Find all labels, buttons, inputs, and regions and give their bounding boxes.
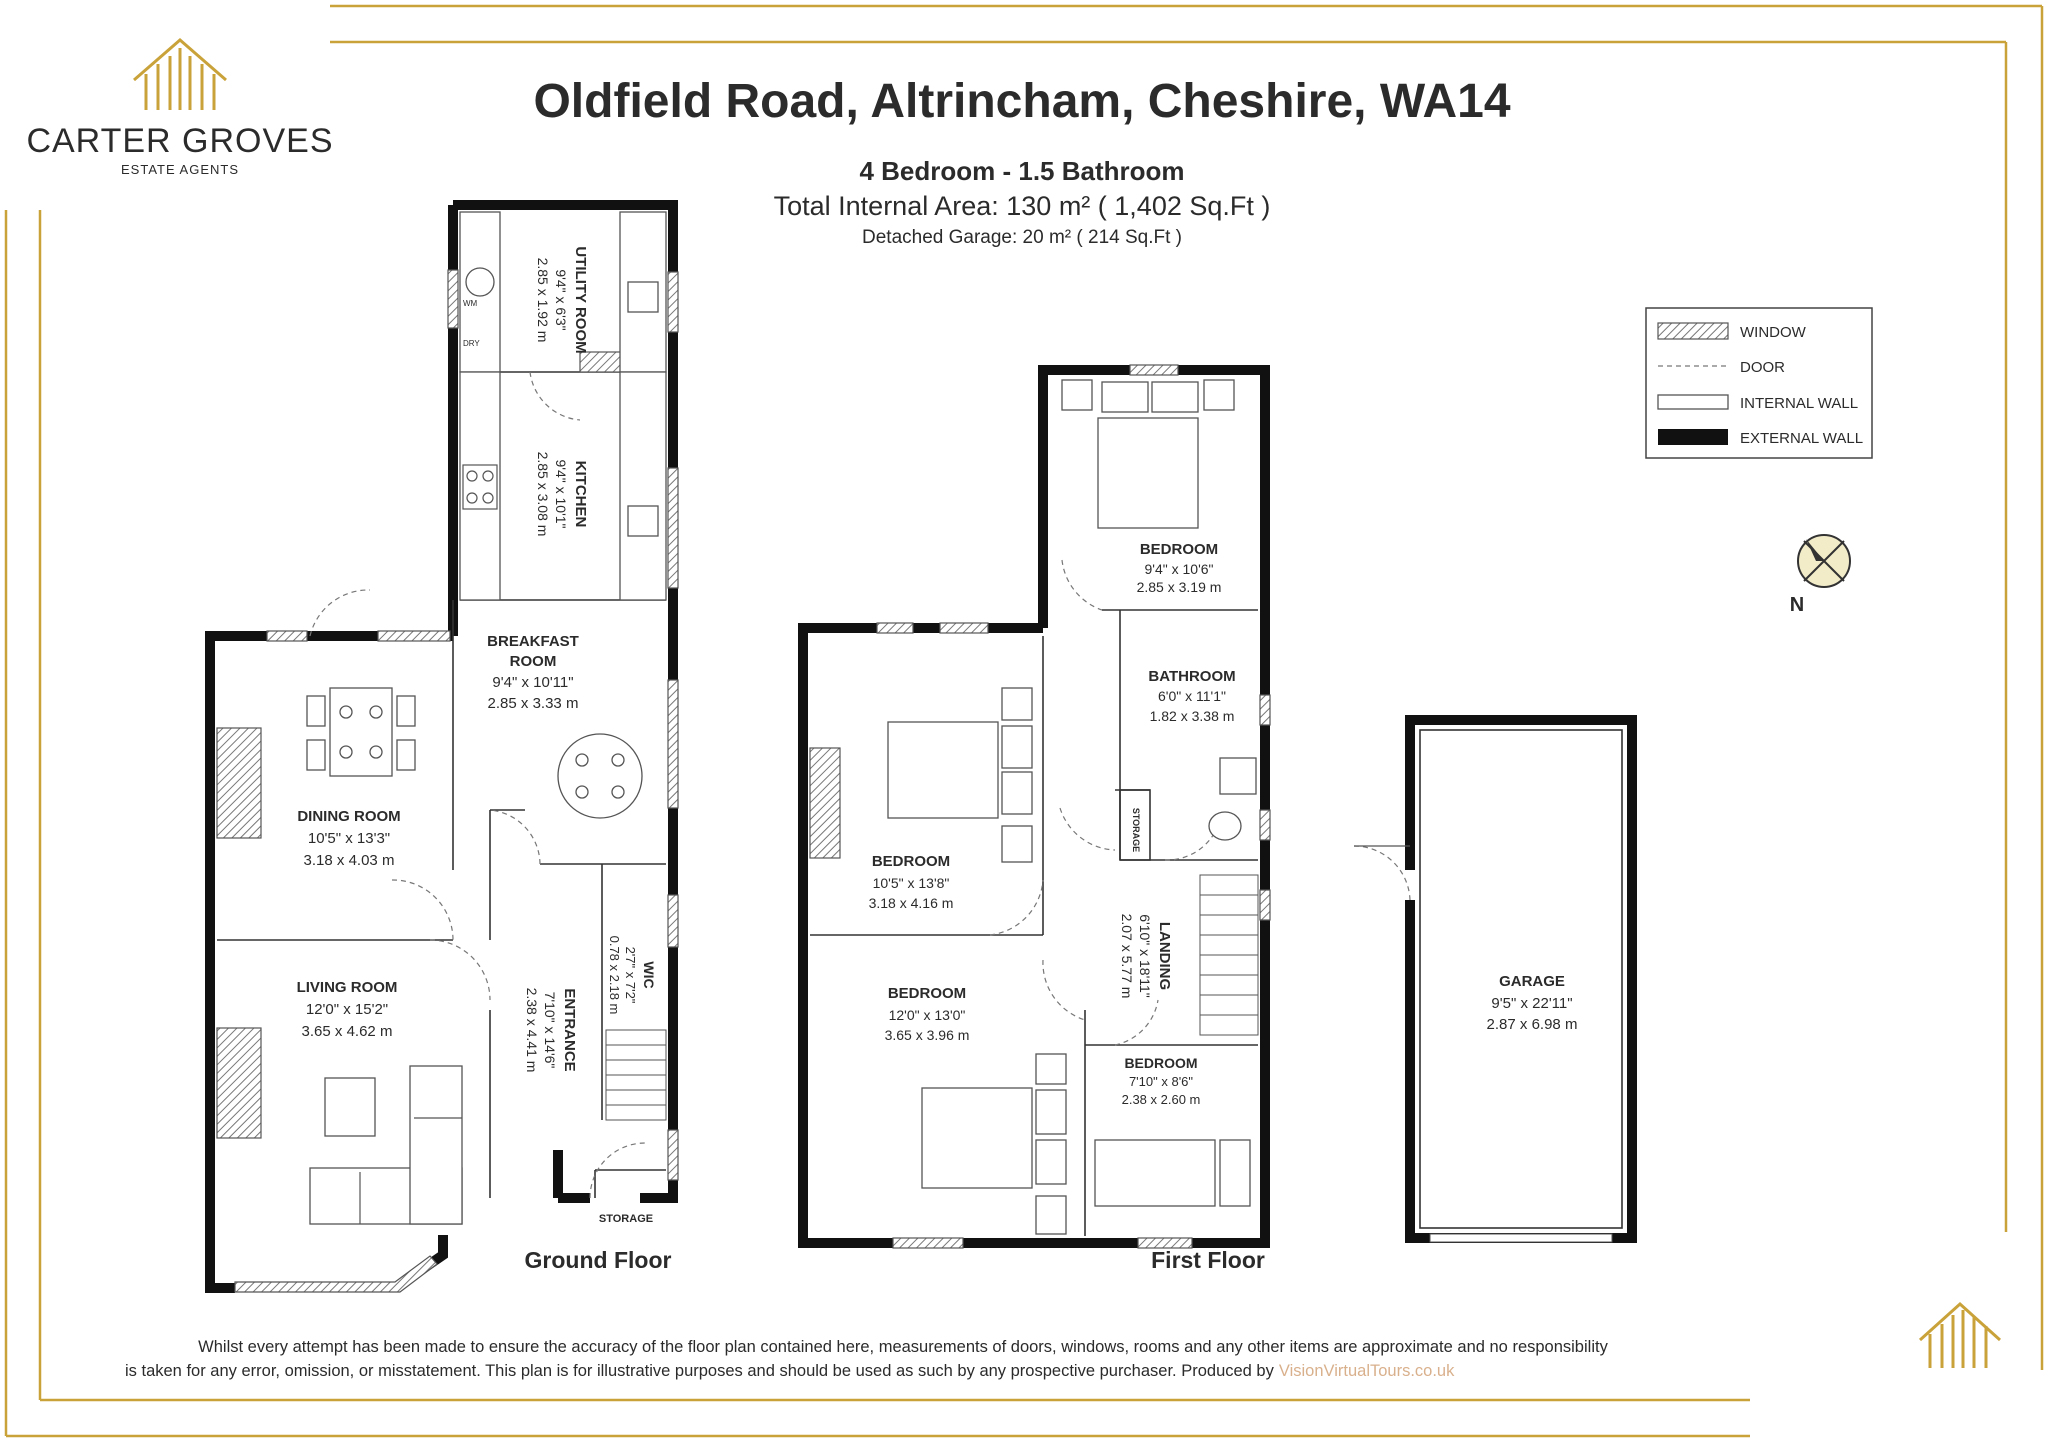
room-label-bedroom-small xyxy=(1122,1055,1201,1107)
door-swing xyxy=(490,810,540,864)
legend-label: EXTERNAL WALL xyxy=(1740,430,1864,447)
door-swing xyxy=(1043,960,1085,1020)
toilet-icon xyxy=(1209,812,1241,840)
window xyxy=(877,623,913,633)
room-label-bathroom xyxy=(1148,668,1235,724)
garage-area: Detached Garage: 20 m² ( 214 Sq.Ft ) xyxy=(862,227,1182,248)
room-name: ENTRANCE xyxy=(561,988,578,1072)
room-imperial: 10'5" x 13'3" xyxy=(307,830,391,847)
room-metric: 2.85 x 3.19 m xyxy=(1136,579,1222,595)
window xyxy=(668,680,678,808)
window xyxy=(448,270,458,328)
room-name: UTILITY ROOM xyxy=(572,246,589,354)
room-imperial: 9'4" x 10'6" xyxy=(1144,561,1214,577)
room-label-storage: STORAGE xyxy=(598,1213,654,1225)
bay-window xyxy=(235,1256,437,1292)
window-swatch-icon xyxy=(1658,323,1728,339)
room-imperial: 7'10" x 14'6" xyxy=(542,991,558,1069)
window xyxy=(267,631,307,641)
window xyxy=(668,895,678,947)
room-name: WIC xyxy=(641,961,657,989)
bed-icon xyxy=(1095,1140,1250,1206)
disclaimer-line-2 xyxy=(125,1362,1455,1380)
room-label-entrance xyxy=(524,988,578,1073)
room-imperial: 7'10" x 8'6" xyxy=(1128,1074,1194,1089)
room-metric: 2.87 x 6.98 m xyxy=(1486,1016,1578,1033)
door-swing xyxy=(392,880,453,940)
room-name: BEDROOM xyxy=(887,985,967,1002)
window xyxy=(1260,890,1270,920)
room-metric: 0.78 x 2.18 m xyxy=(607,935,622,1015)
compass-icon xyxy=(1798,535,1850,587)
room-name: BREAKFAST xyxy=(487,633,579,650)
room-name: BATHROOM xyxy=(1148,668,1236,685)
sink-icon xyxy=(628,282,658,312)
door-swing xyxy=(1115,1000,1158,1045)
room-label-landing xyxy=(1119,914,1173,999)
garage-door xyxy=(1430,1234,1612,1242)
room-metric: 2.85 x 3.08 m xyxy=(535,451,551,537)
room-label-bedroom-middle xyxy=(869,853,954,911)
legend-label: DOOR xyxy=(1740,359,1785,376)
brand-name: CARTER GROVES xyxy=(26,122,334,160)
window xyxy=(668,468,678,588)
room-metric: 2.38 x 4.41 m xyxy=(524,987,540,1073)
room-label-storage: STORAGE xyxy=(1131,807,1141,853)
room-label-kitchen xyxy=(535,452,589,537)
legend-label: WINDOW xyxy=(1740,324,1806,341)
room-metric: 2.85 x 3.33 m xyxy=(487,695,579,712)
room-imperial: 6'10" x 18'11" xyxy=(1137,914,1153,998)
rooms-summary: 4 Bedroom - 1.5 Bathroom xyxy=(859,156,1185,186)
room-label-bedroom-front xyxy=(885,985,970,1043)
house-logo-icon xyxy=(134,40,226,110)
room-metric: 1.82 x 3.38 m xyxy=(1149,708,1235,724)
dryer-label: DRY xyxy=(463,339,480,348)
bed-icon xyxy=(1062,380,1234,528)
sink-icon xyxy=(628,506,658,536)
room-name: GARAGE xyxy=(1499,973,1565,990)
garage-plan xyxy=(1354,720,1632,1242)
internal-wall-swatch-icon xyxy=(1658,395,1728,409)
compass-north-label: N xyxy=(1789,594,1805,616)
room-label-utility xyxy=(535,246,589,353)
window xyxy=(940,623,988,633)
room-name: KITCHEN xyxy=(572,460,589,528)
room-imperial: 6'0" x 11'1" xyxy=(1158,688,1226,704)
basin-icon xyxy=(1220,758,1256,794)
door-swing xyxy=(530,372,580,420)
chimney-breast xyxy=(217,728,261,838)
disclaimer-text: is taken for any error, omission, or misstatement. This plan is for illustrative purposes and should be used as such by any prospective purchaser. Produced by xyxy=(125,1362,1274,1380)
ground-floor-plan xyxy=(210,205,678,1292)
room-metric: 2.38 x 2.60 m xyxy=(1121,1092,1201,1107)
room-imperial: 12'0" x 15'2" xyxy=(305,1001,389,1018)
exterior-wall xyxy=(558,1150,590,1198)
page-title: Oldfield Road, Altrincham, Cheshire, WA14 xyxy=(533,75,1511,128)
legend xyxy=(1646,308,1872,458)
room-metric: 3.18 x 4.16 m xyxy=(868,895,954,911)
room-name-line2: ROOM xyxy=(509,653,557,670)
room-name: LANDING xyxy=(1156,921,1173,991)
room-imperial: 10'5" x 13'8" xyxy=(872,875,950,891)
room-imperial: 9'4" x 10'11" xyxy=(492,674,574,691)
brand-tagline: ESTATE AGENTS xyxy=(121,162,239,177)
room-metric: 3.18 x 4.03 m xyxy=(303,852,395,869)
first-floor-label: First Floor xyxy=(1151,1247,1265,1273)
first-floor-plan xyxy=(803,365,1270,1273)
kitchen-unit xyxy=(460,372,500,600)
coffee-table-icon xyxy=(325,1078,375,1136)
brand-logo xyxy=(26,40,333,177)
stairs-icon xyxy=(1200,875,1258,1035)
room-label-dining xyxy=(297,808,400,869)
window xyxy=(378,631,450,641)
room-name: BEDROOM xyxy=(1124,1055,1198,1071)
room-imperial: 2'7" x 7'2" xyxy=(623,946,638,1004)
room-name: DINING ROOM xyxy=(297,808,401,825)
kitchen-unit xyxy=(460,212,500,372)
room-label-breakfast xyxy=(487,633,579,712)
room-label-wic xyxy=(607,936,657,1015)
window xyxy=(668,272,678,332)
room-label-bedroom-rear xyxy=(1137,541,1222,595)
room-name: BEDROOM xyxy=(871,853,951,870)
kitchen-unit xyxy=(620,372,666,600)
room-name: LIVING ROOM xyxy=(296,979,398,996)
producer-credit-link[interactable]: VisionVirtualTours.co.uk xyxy=(1278,1362,1455,1380)
legend-label: INTERNAL WALL xyxy=(1740,395,1859,412)
bed-icon xyxy=(922,1054,1066,1234)
room-label-living xyxy=(297,979,398,1040)
door-swing xyxy=(990,880,1043,935)
chimney-breast xyxy=(217,1028,261,1138)
stairs-icon xyxy=(606,1030,666,1120)
window xyxy=(1260,810,1270,840)
door-swing xyxy=(310,590,370,636)
window xyxy=(893,1238,963,1248)
door-swing xyxy=(430,940,490,1000)
door-swing xyxy=(1060,808,1115,850)
bed-icon xyxy=(888,688,1032,862)
room-metric: 3.65 x 3.96 m xyxy=(884,1027,970,1043)
room-metric: 3.65 x 4.62 m xyxy=(301,1023,393,1040)
window xyxy=(668,1130,678,1180)
room-metric: 2.07 x 5.77 m xyxy=(1119,913,1135,999)
room-imperial: 9'5" x 22'11" xyxy=(1491,995,1573,1012)
room-name: BEDROOM xyxy=(1139,541,1219,558)
round-table-icon xyxy=(558,734,642,818)
door-swing xyxy=(1354,846,1410,900)
disclaimer-line-1: Whilst every attempt has been made to ensure the accuracy of the floor plan contained here, measurements of doors, windows, rooms and any other items are approximate and no responsibility xyxy=(198,1338,1608,1356)
external-wall-swatch-icon xyxy=(1658,429,1728,445)
room-metric: 2.85 x 1.92 m xyxy=(535,257,551,343)
door-swing xyxy=(1062,560,1102,610)
chimney-breast xyxy=(810,748,840,858)
room-imperial: 9'4" x 10'1" xyxy=(553,459,569,529)
room-imperial: 9'4" x 6'3" xyxy=(553,269,569,331)
ground-floor-label: Ground Floor xyxy=(524,1247,672,1273)
washer-label: WM xyxy=(463,299,478,308)
dining-table-icon xyxy=(307,688,415,776)
total-area: Total Internal Area: 130 m² ( 1,402 Sq.Ft ) xyxy=(773,191,1271,221)
window xyxy=(1130,365,1178,375)
house-logo-icon xyxy=(1920,1304,2000,1368)
room-imperial: 12'0" x 13'0" xyxy=(888,1007,966,1023)
window xyxy=(1260,695,1270,725)
